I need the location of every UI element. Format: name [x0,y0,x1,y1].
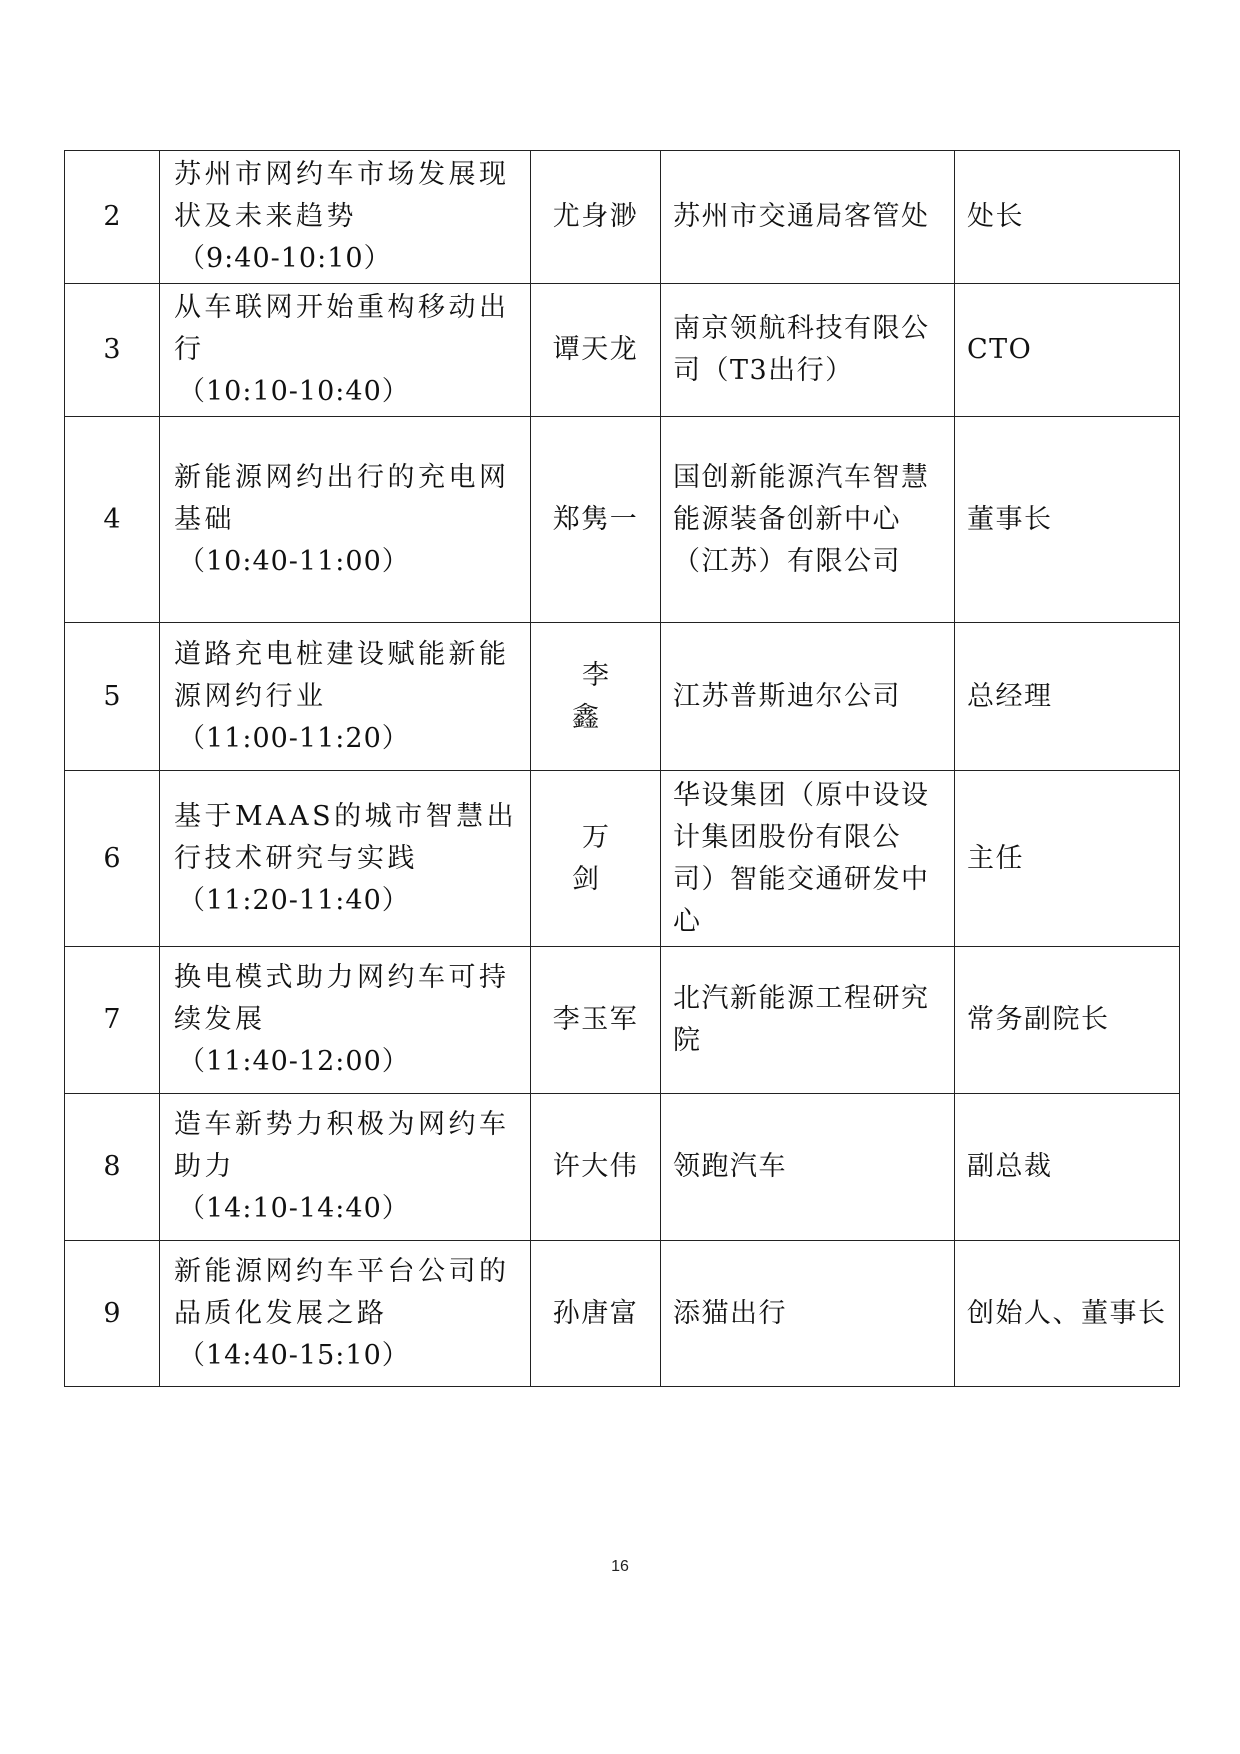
row-number: 2 [65,151,160,284]
speaker-name: 李玉军 [552,1004,639,1035]
speaker-cell [531,417,661,623]
speaker-name: 许大伟 [552,1151,639,1182]
table-row [65,1241,1180,1387]
topic-title: 造车新势力积极为网约车助力 [174,1109,510,1182]
table-row [65,623,1180,771]
speaker-name: 尤身渺 [552,201,639,232]
organization-name: 北汽新能源工程研究院 [673,983,930,1056]
row-number: 3 [65,284,160,417]
speaker-cell [531,623,661,771]
organization-cell [661,151,955,284]
organization-cell [661,284,955,417]
page-number: 16 [611,1558,629,1575]
row-number: 4 [65,417,160,623]
speaker-cell [531,1241,661,1387]
speaker-name: 李 鑫 [572,659,629,733]
table-row [65,947,1180,1094]
agenda-table [64,150,1180,1387]
organization-name: 领跑汽车 [673,1151,787,1182]
position-title: 总经理 [967,680,1053,712]
topic-title: 从车联网开始重构移动出行 [174,292,510,365]
organization-name: 添猫出行 [673,1297,787,1329]
topic-title: 新能源网约车平台公司的品质化发展之路 [174,1255,510,1329]
row-number: 7 [65,947,160,1094]
organization-cell [661,623,955,771]
organization-cell [661,771,955,947]
organization-name: 南京领航科技有限公司（T3出行） [673,313,930,386]
position-title: 处长 [967,201,1024,232]
speaker-name: 谭天龙 [552,334,639,365]
organization-cell [661,947,955,1094]
position-cell [955,771,1180,947]
position-cell [955,947,1180,1094]
speaker-name: 万 剑 [572,821,629,895]
organization-name: 江苏普斯迪尔公司 [673,680,901,712]
row-number: 8 [65,1094,160,1241]
speaker-cell [531,284,661,417]
position-cell [955,284,1180,417]
organization-name: 华设集团（原中设设计集团股份有限公司）智能交通研发中心 [673,779,930,937]
topic-title: 基于MAAS的城市智慧出行技术研究与实践 [174,800,518,874]
topic-time: （11:40-12:00） [178,1046,410,1077]
speaker-cell [531,1094,661,1241]
position-title: 创始人、董事长 [967,1297,1167,1329]
topic-cell [160,623,531,771]
position-cell [955,417,1180,623]
table-row [65,151,1180,284]
organization-name: 国创新能源汽车智慧能源装备创新中心（江苏）有限公司 [673,461,930,577]
speaker-name: 孙唐富 [552,1297,639,1329]
position-title: 副总裁 [967,1151,1053,1182]
table-row [65,771,1180,947]
topic-time: （14:40-15:10） [178,1339,410,1371]
position-title: 常务副院长 [967,1004,1110,1035]
row-number: 6 [65,771,160,947]
speaker-cell [531,947,661,1094]
topic-cell [160,1241,531,1387]
topic-cell [160,771,531,947]
topic-time: （11:20-11:40） [178,884,410,916]
topic-cell [160,151,531,284]
topic-title: 换电模式助力网约车可持续发展 [174,962,510,1035]
position-title: 主任 [967,842,1024,874]
organization-name: 苏州市交通局客管处 [673,201,930,232]
topic-title: 道路充电桩建设赋能新能源网约行业 [174,638,510,712]
position-cell [955,1241,1180,1387]
topic-time: （10:40-11:00） [178,545,410,577]
topic-time: （9:40-10:10） [178,243,392,274]
position-cell [955,1094,1180,1241]
table-row [65,417,1180,623]
topic-time: （11:00-11:20） [178,722,410,754]
topic-cell [160,1094,531,1241]
organization-cell [661,417,955,623]
position-cell [955,623,1180,771]
table-row [65,284,1180,417]
organization-cell [661,1241,955,1387]
speaker-cell [531,151,661,284]
position-title: CTO [967,334,1033,365]
topic-cell [160,947,531,1094]
row-number: 9 [65,1241,160,1387]
topic-cell [160,417,531,623]
speaker-name: 郑隽一 [552,503,639,535]
topic-time: （10:10-10:40） [178,376,410,407]
table-row [65,1094,1180,1241]
topic-cell [160,284,531,417]
topic-title: 苏州市网约车市场发展现状及未来趋势 [174,159,510,232]
position-title: 董事长 [967,503,1053,535]
row-number: 5 [65,623,160,771]
position-cell [955,151,1180,284]
topic-time: （14:10-14:40） [178,1193,410,1224]
topic-title: 新能源网约出行的充电网基础 [174,461,510,535]
organization-cell [661,1094,955,1241]
speaker-cell [531,771,661,947]
